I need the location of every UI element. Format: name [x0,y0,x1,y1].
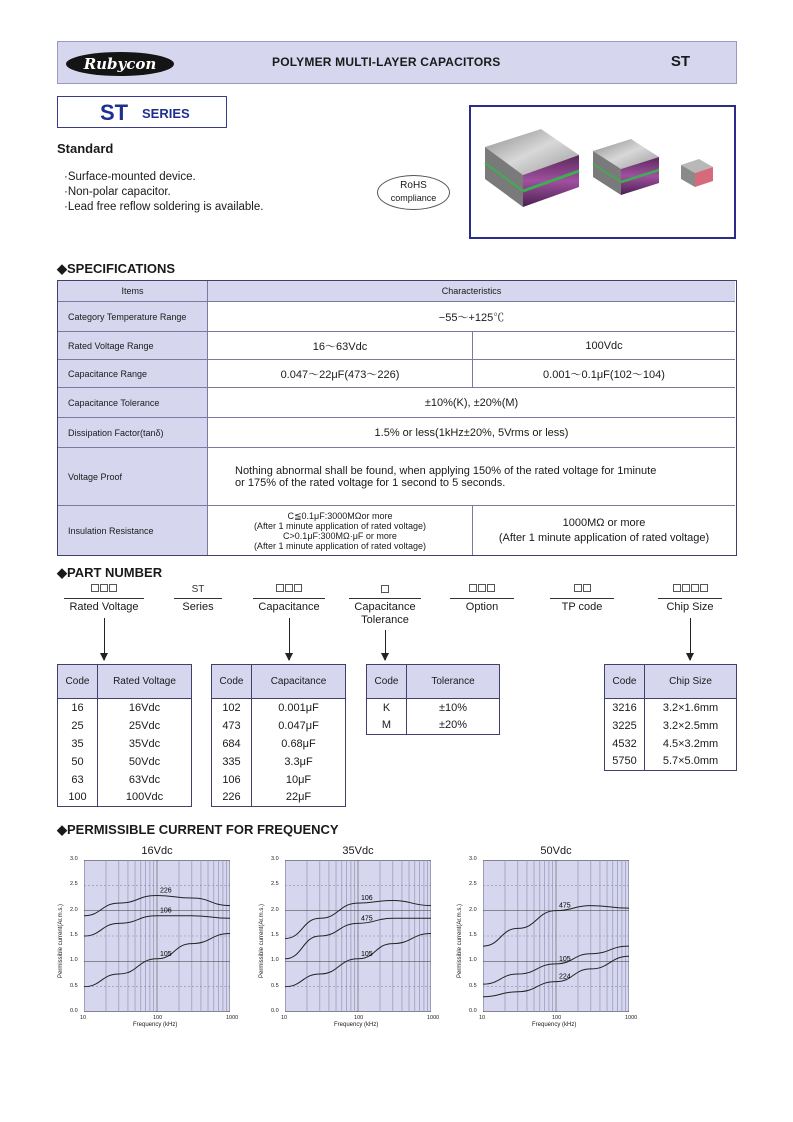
x-tick-label: 1000 [226,1015,239,1021]
pn-rule [550,598,614,599]
cell-code: 473 [212,717,252,735]
spec-header-row [58,281,735,301]
graph-title: 35Vdc [342,845,374,857]
spec-value [208,448,735,505]
x-tick-label: 10 [281,1015,288,1021]
y-tick-label: 2.5 [469,881,477,888]
x-tick-label: 100 [552,1015,562,1021]
table-row [58,753,192,771]
pn-label: TP code [561,601,603,613]
table-row [367,699,500,717]
table-row [212,717,346,735]
y-tick-label: 2.5 [271,881,279,888]
pn-rule [349,598,421,599]
series-word: SERIES [142,106,190,121]
cell-value: 10μF [252,771,346,789]
spec-row [58,387,735,417]
pn-label: Capacitance [258,601,320,613]
page-header [57,41,737,84]
feature-item: ·Lead free reflow soldering is available. [64,201,264,213]
cell-value: 35Vdc [98,735,192,753]
table-row [212,699,346,717]
table-header: Code [212,665,252,699]
y-tick-label: 1.5 [70,932,78,938]
spec-value: ±10%(K), ±20%(M) [424,396,519,409]
header-series-code: ST [670,53,690,70]
pn-tolerance [344,584,426,627]
series-label: 475 [559,902,571,910]
cell-code: 100 [58,789,98,807]
cell-code: 335 [212,753,252,771]
standard-label: Standard [57,141,114,156]
spec-row [58,301,735,331]
pn-tp-code [548,584,616,613]
spec-item-label: Capacitance Tolerance [58,388,208,417]
pn-label: Rated Voltage [69,601,139,613]
graph-title: 50Vdc [540,845,572,857]
pn-rule [174,598,222,599]
rohs-badge [377,175,450,210]
cell-code: 4532 [605,735,645,753]
spec-value-line: (After 1 minute application of rated voltage) [498,531,710,544]
pn-capacitance [250,584,328,613]
y-tick-label: 1.5 [271,932,279,938]
cell-code: 35 [58,735,98,753]
table-header: Tolerance [407,665,500,699]
y-tick-label: 2.0 [70,906,78,913]
table-header: Code [605,665,645,699]
tolerance-table [366,664,500,735]
y-axis-label: Permissible current(Ar.m.s.) [457,903,463,978]
rohs-line1: RoHS [400,180,427,191]
cell-value: 50Vdc [98,753,192,771]
y-axis-label: Permissible current(Ar.m.s.) [58,903,64,978]
spec-item-label: Capacitance Range [58,360,208,387]
table-row [367,717,500,735]
current-graph [457,845,638,1028]
table-header: Code [58,665,98,699]
spec-value [208,506,472,555]
arrow-down-icon [690,618,691,660]
y-tick-label: 3.0 [271,856,279,862]
x-tick-label: 100 [153,1015,163,1021]
cell-code: 3216 [605,699,645,717]
header-title: POLYMER MULTI-LAYER CAPACITORS [272,55,501,69]
spec-value: 100Vdc [472,332,735,359]
pn-label: Tolerance [361,614,409,626]
y-tick-label: 1.0 [271,957,279,964]
y-tick-label: 2.0 [271,906,279,913]
pn-chip-size [656,584,724,613]
rated-voltage-table [57,664,192,807]
spec-row [58,359,735,387]
arrow-down-icon [104,618,105,660]
y-tick-label: 3.0 [70,856,78,862]
table-row [58,699,192,717]
x-axis-label: Frequency (kHz) [532,1022,577,1028]
y-tick-label: 0.5 [70,982,78,989]
arrow-down-icon [289,618,290,660]
cell-value: 0.001μF [252,699,346,717]
table-row [212,789,346,807]
spec-value: 1.5% or less(1kHz±20%, 5Vrms or less) [374,426,569,439]
current-graph [259,845,440,1028]
pn-label: Series [182,601,214,613]
x-tick-label: 1000 [427,1015,440,1021]
y-tick-label: 0.0 [271,1008,279,1014]
spec-value-line: or 175% of the rated voltage for 1 second to 5 seconds. [235,476,506,489]
rubycon-logo: Rubycon [66,52,174,76]
graph-plot [84,860,230,1012]
cell-code: 106 [212,771,252,789]
cell-code: 5750 [605,753,645,771]
cell-code: 3225 [605,717,645,735]
spec-row [58,417,735,447]
cell-value: 3.3μF [252,753,346,771]
table-row [58,717,192,735]
spec-value-line: (After 1 minute application of rated voltage) [253,520,427,531]
pn-label: Chip Size [666,601,714,613]
current-heading: ◆PERMISSIBLE CURRENT FOR FREQUENCY [57,822,339,837]
spec-value-line: C≦0.1μF:3000MΩor more [287,510,393,521]
series-label: 105 [361,950,373,958]
capacitor-chips-image [471,107,734,237]
table-row [58,789,192,807]
spec-items-header: Items [58,281,208,301]
pn-rated-voltage [60,584,148,613]
cell-value: 3.2×2.5mm [645,717,737,735]
cell-code: 16 [58,699,98,717]
table-row [605,735,737,753]
y-tick-label: 3.0 [469,856,477,862]
cell-value: 100Vdc [98,789,192,807]
pn-boxes [60,584,148,596]
arrow-down-icon [385,630,386,660]
table-header: Rated Voltage [98,665,192,699]
cell-value: 0.68μF [252,735,346,753]
spec-value-line: C>0.1μF:300MΩ·μF or more [283,530,397,541]
table-row [212,753,346,771]
rohs-line2: compliance [390,193,437,203]
table-row [605,699,737,717]
series-label: 105 [559,955,571,963]
cell-code: 102 [212,699,252,717]
table-header: Capacitance [252,665,346,699]
y-tick-label: 1.0 [469,957,477,964]
cell-code: K [367,699,407,717]
y-tick-label: 1.0 [70,957,78,964]
spec-item-label: Insulation Resistance [58,506,208,555]
feature-item: ·Surface-mounted device. [64,171,196,183]
pn-boxes [656,584,724,596]
table-row [58,735,192,753]
table-row [212,771,346,789]
graph-plot [285,860,431,1012]
product-photo [469,105,736,239]
pn-rule [450,598,514,599]
spec-item-label: Voltage Proof [58,448,208,505]
y-tick-label: 0.5 [469,982,477,989]
series-label: 226 [160,887,172,895]
y-tick-label: 2.0 [469,906,477,913]
pn-series [172,584,224,613]
pn-boxes [344,584,426,596]
chip-size-table [604,664,737,771]
spec-value [472,506,735,555]
table-row [212,735,346,753]
capacitance-table [211,664,346,807]
spec-value: −55〜+125℃ [438,311,505,324]
pn-rule [64,598,144,599]
x-tick-label: 100 [354,1015,364,1021]
cell-value: 16Vdc [98,699,192,717]
cell-value: ±10% [407,699,500,717]
pn-series-code: ST [191,584,205,595]
spec-item-label: Category Temperature Range [58,302,208,331]
table-row [605,753,737,771]
spec-value: 0.047〜22μF(473〜226) [280,368,400,381]
cell-code: 50 [58,753,98,771]
specifications-table [57,280,737,556]
y-tick-label: 0.0 [469,1008,477,1014]
x-tick-label: 10 [479,1015,486,1021]
pn-boxes [250,584,328,596]
pn-label: Capacitance [354,601,416,613]
pn-boxes [448,584,516,596]
graph-title: 16Vdc [141,845,173,857]
y-tick-label: 0.0 [70,1008,78,1014]
feature-list [64,170,263,215]
cell-value: 3.2×1.6mm [645,699,737,717]
specifications-heading: ◆SPECIFICATIONS [57,261,176,276]
table-header: Chip Size [645,665,737,699]
cell-code: 25 [58,717,98,735]
cell-code: M [367,717,407,735]
pn-rule [253,598,325,599]
spec-value-line: (After 1 minute application of rated voltage) [253,540,427,551]
table-header: Code [367,665,407,699]
cell-code: 684 [212,735,252,753]
series-code: ST [100,100,129,125]
cell-value: 0.047μF [252,717,346,735]
pn-rule [658,598,722,599]
pn-option [448,584,516,613]
series-label: 106 [160,907,172,915]
spec-value: 0.001〜0.1μF(102〜104) [472,360,735,387]
y-tick-label: 0.5 [271,982,279,989]
spec-value: 16〜63Vdc [312,340,368,353]
spec-item-label: Dissipation Factor(tanδ) [58,418,208,447]
y-axis-label: Permissible current(Ar.m.s.) [259,903,265,978]
graph-plot [483,860,629,1012]
spec-row [58,331,735,359]
part-number-heading: ◆PART NUMBER [57,565,163,580]
cell-code: 226 [212,789,252,807]
current-graph [58,845,239,1028]
cell-value: 5.7×5.0mm [645,753,737,771]
series-label: 224 [559,973,571,981]
cell-value: ±20% [407,717,500,735]
table-row [58,771,192,789]
cell-value: 22μF [252,789,346,807]
y-tick-label: 1.5 [469,932,477,938]
spec-item-label: Rated Voltage Range [58,332,208,359]
spec-row [58,505,735,555]
x-axis-label: Frequency (kHz) [133,1022,178,1028]
spec-value-line: Nothing abnormal shall be found, when applying 150% of the rated voltage for 1minute [235,464,657,477]
cell-value: 25Vdc [98,717,192,735]
cell-value: 63Vdc [98,771,192,789]
spec-row [58,447,735,505]
series-title-box [57,96,227,128]
series-label: 105 [160,950,172,958]
feature-item: ·Non-polar capacitor. [64,186,171,198]
series-label: 106 [361,895,373,903]
cell-value: 4.5×3.2mm [645,735,737,753]
pn-label: Option [465,601,499,613]
x-tick-label: 10 [80,1015,87,1021]
spec-value-line: 1000MΩ or more [562,516,646,529]
series-label: 475 [361,915,373,923]
x-tick-label: 1000 [625,1015,638,1021]
x-axis-label: Frequency (kHz) [334,1022,379,1028]
cell-code: 63 [58,771,98,789]
table-row [605,717,737,735]
y-tick-label: 2.5 [70,881,78,888]
spec-characteristics-header: Characteristics [208,281,735,301]
pn-boxes [548,584,616,596]
